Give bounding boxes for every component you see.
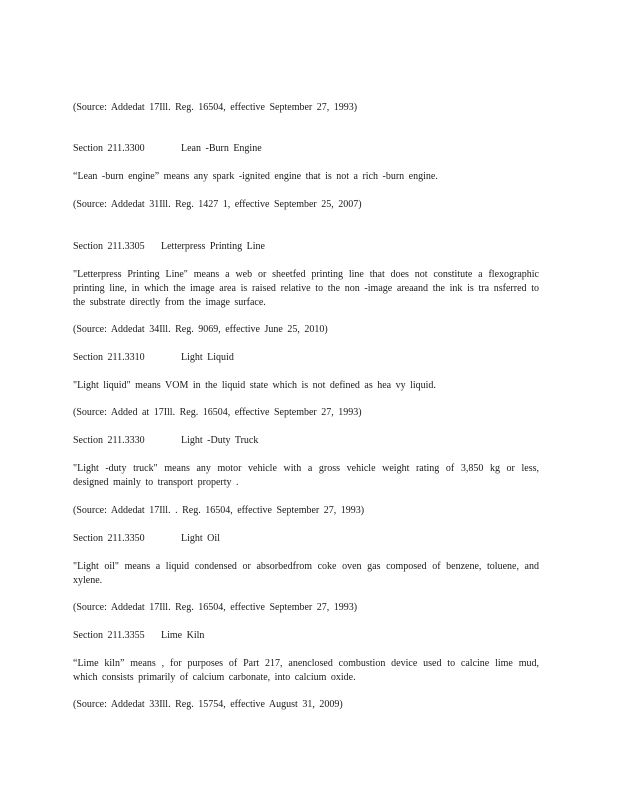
- definition-text: "Light oil" means a liquid condensed or absorbedfrom coke oven gas composed of benzene, toluene, and xylene.: [73, 561, 539, 586]
- section-title: Light Liquid: [181, 352, 234, 363]
- section-heading: [73, 352, 234, 364]
- section-heading: [73, 533, 220, 545]
- source-note: (Source: Added at 17Ill. Reg. 16504, effective September 27, 1993): [73, 407, 362, 418]
- source-note: (Source: Addedat 17Ill. . Reg. 16504, effective September 27, 1993): [73, 505, 365, 516]
- definition-text: “Lime kiln” means , for purposes of Part 217, anenclosed combustion device used to calcine lime mud, which consists primarily of calcium carbonate, into calcium oxide.: [73, 658, 539, 683]
- source-note: (Source: Addedat 31Ill. Reg. 1427 1, effective September 25, 2007): [73, 199, 362, 210]
- section-title: Lean -Burn Engine: [181, 143, 262, 154]
- section-heading: [73, 241, 265, 253]
- definition-text: "Letterpress Printing Line" means a web or sheetfed printing line that does not constitute a flexographic printing line, in which the image area is raised relative to the non -image areaand the ink is tra nsferred to the substrate directly from the image surface.: [73, 269, 539, 308]
- section-number: Section 211.3310: [73, 352, 145, 363]
- section-heading: [73, 143, 262, 155]
- section-number: Section 211.3355: [73, 630, 145, 641]
- section-number: Section 211.3305: [73, 241, 145, 252]
- section-title: Letterpress Printing Line: [161, 241, 265, 252]
- source-note: (Source: Addedat 34Ill. Reg. 9069, effective June 25, 2010): [73, 324, 328, 335]
- definition-text: “Lean -burn engine” means any spark -ignited engine that is not a rich -burn engine.: [73, 171, 438, 182]
- section-number: Section 211.3330: [73, 435, 145, 446]
- section-number: Section 211.3300: [73, 143, 145, 154]
- section-title: Light -Duty Truck: [181, 435, 259, 446]
- definition-text: "Light liquid" means VOM in the liquid state which is not defined as hea vy liquid.: [73, 380, 436, 391]
- source-note: (Source: Addedat 17Ill. Reg. 16504, effective September 27, 1993): [73, 102, 358, 113]
- section-title: Light Oil: [181, 533, 220, 544]
- source-note: (Source: Addedat 17Ill. Reg. 16504, effective September 27, 1993): [73, 602, 358, 613]
- section-heading: [73, 630, 204, 642]
- section-heading: [73, 435, 258, 447]
- source-note: (Source: Addedat 33Ill. Reg. 15754, effective August 31, 2009): [73, 699, 343, 710]
- section-number: Section 211.3350: [73, 533, 145, 544]
- definition-text: "Light -duty truck" means any motor vehicle with a gross vehicle weight rating of 3,850 kg or less, designed mainly to transport property .: [73, 463, 539, 488]
- section-title: Lime Kiln: [161, 630, 205, 641]
